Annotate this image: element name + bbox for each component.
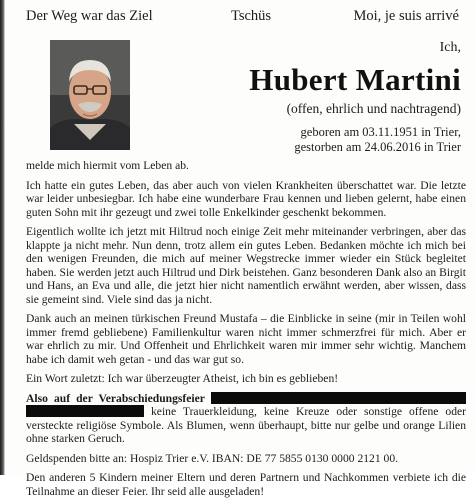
paragraph-donations: Geldspenden bitte an: Hospiz Trier e.V. IBAN: DE 77 5855 0130 0000 2121 00. xyxy=(26,451,399,465)
portrait-photo xyxy=(50,40,130,150)
paragraph-exclusion: Den anderen 5 Kindern meiner Eltern und deren Partnern und Nachkommen verbiete ich die Teilnahme an dieser Feier. Ihr seid alle ausgeladen! xyxy=(26,471,466,498)
header-middle-text: Tschüs xyxy=(231,8,272,24)
paragraph-thanks: Eigentlich wollte ich jetzt mit Hiltrud noch einige Zeit mehr miteinander verbringen, aber das klappte ja nicht mehr. Nun denn, trotz allem ein gutes Leben. Bedanken möchte ich mich bei den wenigen Freunden, die mich auf meiner Wegstrecke immer wieder ein Stück begleitet haben. Sie werden jetzt auch Hiltrud und Dirk beistehen. Ganz besonderen Dank also an Birgit und Hans, an Eva und alle, die jetzt hier nicht namentlich erwähnt werden, aber wissen, dass sie gemeint sind. Viele sind das ja nicht. xyxy=(26,225,466,306)
page-edge-shadow xyxy=(0,0,5,475)
header-row xyxy=(26,8,467,28)
life-dates xyxy=(294,125,461,155)
obituary-body xyxy=(26,159,466,498)
intro-word: Ich, xyxy=(439,40,461,55)
header-right-text: Moi, je suis arrivé xyxy=(353,8,459,24)
paragraph-life: Ich hatte ein gutes Leben, das aber auch von vielen Krankheiten überschattet war. Die letzte war leider unbesiegbar. Ich habe eine wunderbare Frau kennen und lieben gelernt, habe einen guten Sohn mit ihr gezeugt und zwei tolle Enkelkinder geschenkt bekommen. xyxy=(26,178,466,219)
paragraph-mustafa: Dank auch an meinen türkischen Freund Mustafa – die Einblicke in seine (mir in Teilen wohl immer fremd gebliebene) Familienkultur waren nicht immer schmerzfrei für mich. Aber er war ehrlich zu mir. Und Offenheit und Ehrlichkeit waren mir immer sehr wichtig. Manchem habe ich damit weh getan - und das war gut so. xyxy=(26,312,466,366)
death-date-line: gestorben am 24.06.2016 in Trier xyxy=(294,140,461,154)
header-left-text: Der Weg war das Ziel xyxy=(26,8,153,24)
birth-date-line: geboren am 03.11.1951 in Trier, xyxy=(300,125,461,139)
redaction-bar xyxy=(26,405,144,417)
paragraph-farewell xyxy=(26,392,466,446)
redaction-bar xyxy=(211,392,466,404)
paragraph-opening: melde mich hiermit vom Leben ab. xyxy=(26,159,189,172)
name-subtitle: (offen, ehrlich und nachtragend) xyxy=(286,101,461,116)
farewell-lead: Also auf der Verabschiedungsfeier xyxy=(26,391,205,405)
paragraph-atheist: Ein Wort zuletzt: Ich war überzeugter Atheist, ich bin es geblieben! xyxy=(26,372,339,385)
farewell-rest: keine Trauerkleidung, keine Kreuze oder sonstige offene oder versteckte religiöse Symbole. Als Blumen, wenn überhaupt, bitte nur gelbe und orange Lilien ohne starken Geruch. xyxy=(26,405,466,445)
deceased-name: Hubert Martini xyxy=(249,62,461,97)
